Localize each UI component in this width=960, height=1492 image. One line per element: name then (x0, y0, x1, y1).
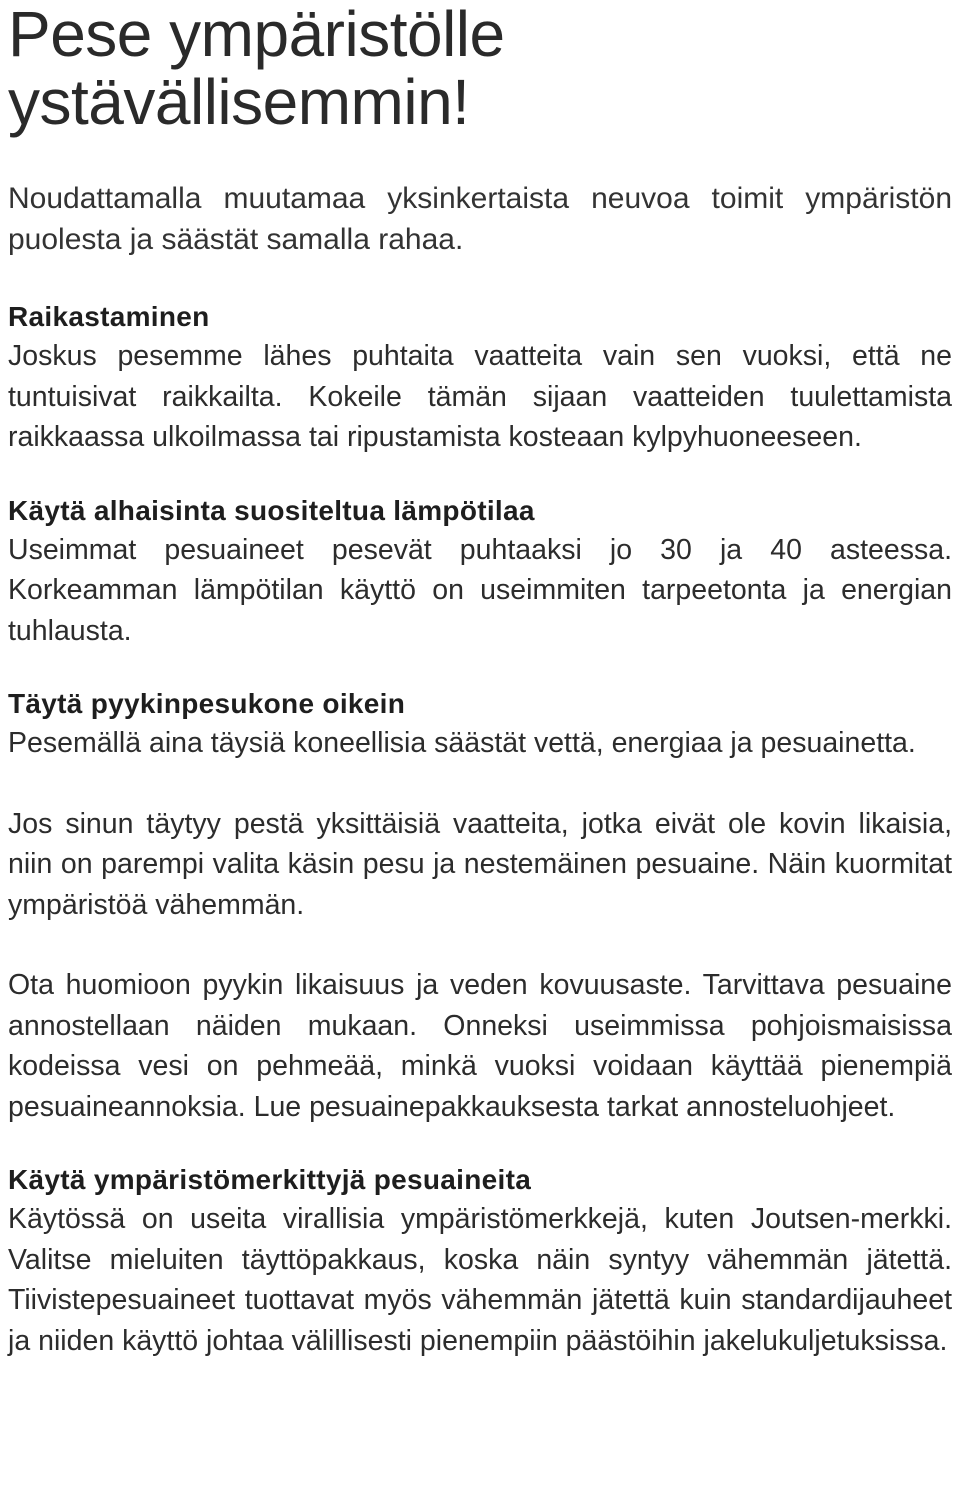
section-paragraph: Pesemällä aina täysiä koneellisia säästät vettä, energiaa ja pesuainetta. (8, 727, 916, 759)
intro-paragraph: Noudattamalla muutamaa yksinkertaista neuvoa toimit ympäristön puolesta ja säästät samalla rahaa. (8, 182, 952, 256)
page-title-line-2: ystävällisemmin! (8, 66, 470, 138)
section-raikastaminen (8, 298, 952, 458)
section-heading: Täytä pyykinpesukone oikein (8, 688, 406, 719)
section-paragraph: Ota huomioon pyykin likaisuus ja veden kovuusaste. Tarvittava pesuaine annostellaan näiden mukaan. Onneksi useimmissa pohjoismaisissa kodeissa vesi on pehmeää, minkä vuoksi voidaan käyttää pienempiä pesuaineannoksia. Lue pesuainepakkauksesta tarkat annosteluohjeet. (8, 969, 952, 1123)
section-paragraph: Joskus pesemme lähes puhtaita vaatteita vain sen vuoksi, että ne tuntuisivat raikkailta. Kokeile tämän sijaan vaatteiden tuulettamista raikkaassa ulkoilmassa tai ripustamista kosteaan kylpyhuoneeseen. (8, 340, 952, 453)
section-tayta-pyykinpesukone (8, 685, 952, 1127)
page-title (8, 0, 952, 136)
section-ymparistomerkit (8, 1161, 952, 1361)
section-paragraph: Useimmat pesuaineet pesevät puhtaaksi jo 30 ja 40 asteessa. Korkeamman lämpötilan käyttö on useimmiten tarpeetonta ja energian tuhlausta. (8, 533, 952, 647)
section-lampotila (8, 492, 952, 652)
section-heading: Raikastaminen (8, 301, 210, 332)
page-title-line-1: Pese ympäristölle (8, 0, 505, 70)
section-heading: Käytä alhaisinta suositeltua lämpötilaa (8, 494, 535, 526)
section-paragraph: Jos sinun täytyy pestä yksittäisiä vaatteita, jotka eivät ole kovin likaisia, niin on parempi valita käsin pesu ja nestemäinen pesuaine. Näin kuormitat ympäristöä vähemmän. (8, 807, 952, 921)
section-paragraph: Käytössä on useita virallisia ympäristömerkkejä, kuten Joutsen-merkki. Valitse mieluiten täyttöpakkaus, koska näin syntyy vähemmän jätettä. Tiivistepesuaineet tuottavat myös vähemmän jätettä kuin standardijauheet ja niiden käyttö johtaa välillisesti pienempiin päästöihin jakelukuljetuksissa. (8, 1203, 952, 1357)
section-heading: Käytä ympäristömerkittyjä pesuaineita (8, 1164, 532, 1195)
